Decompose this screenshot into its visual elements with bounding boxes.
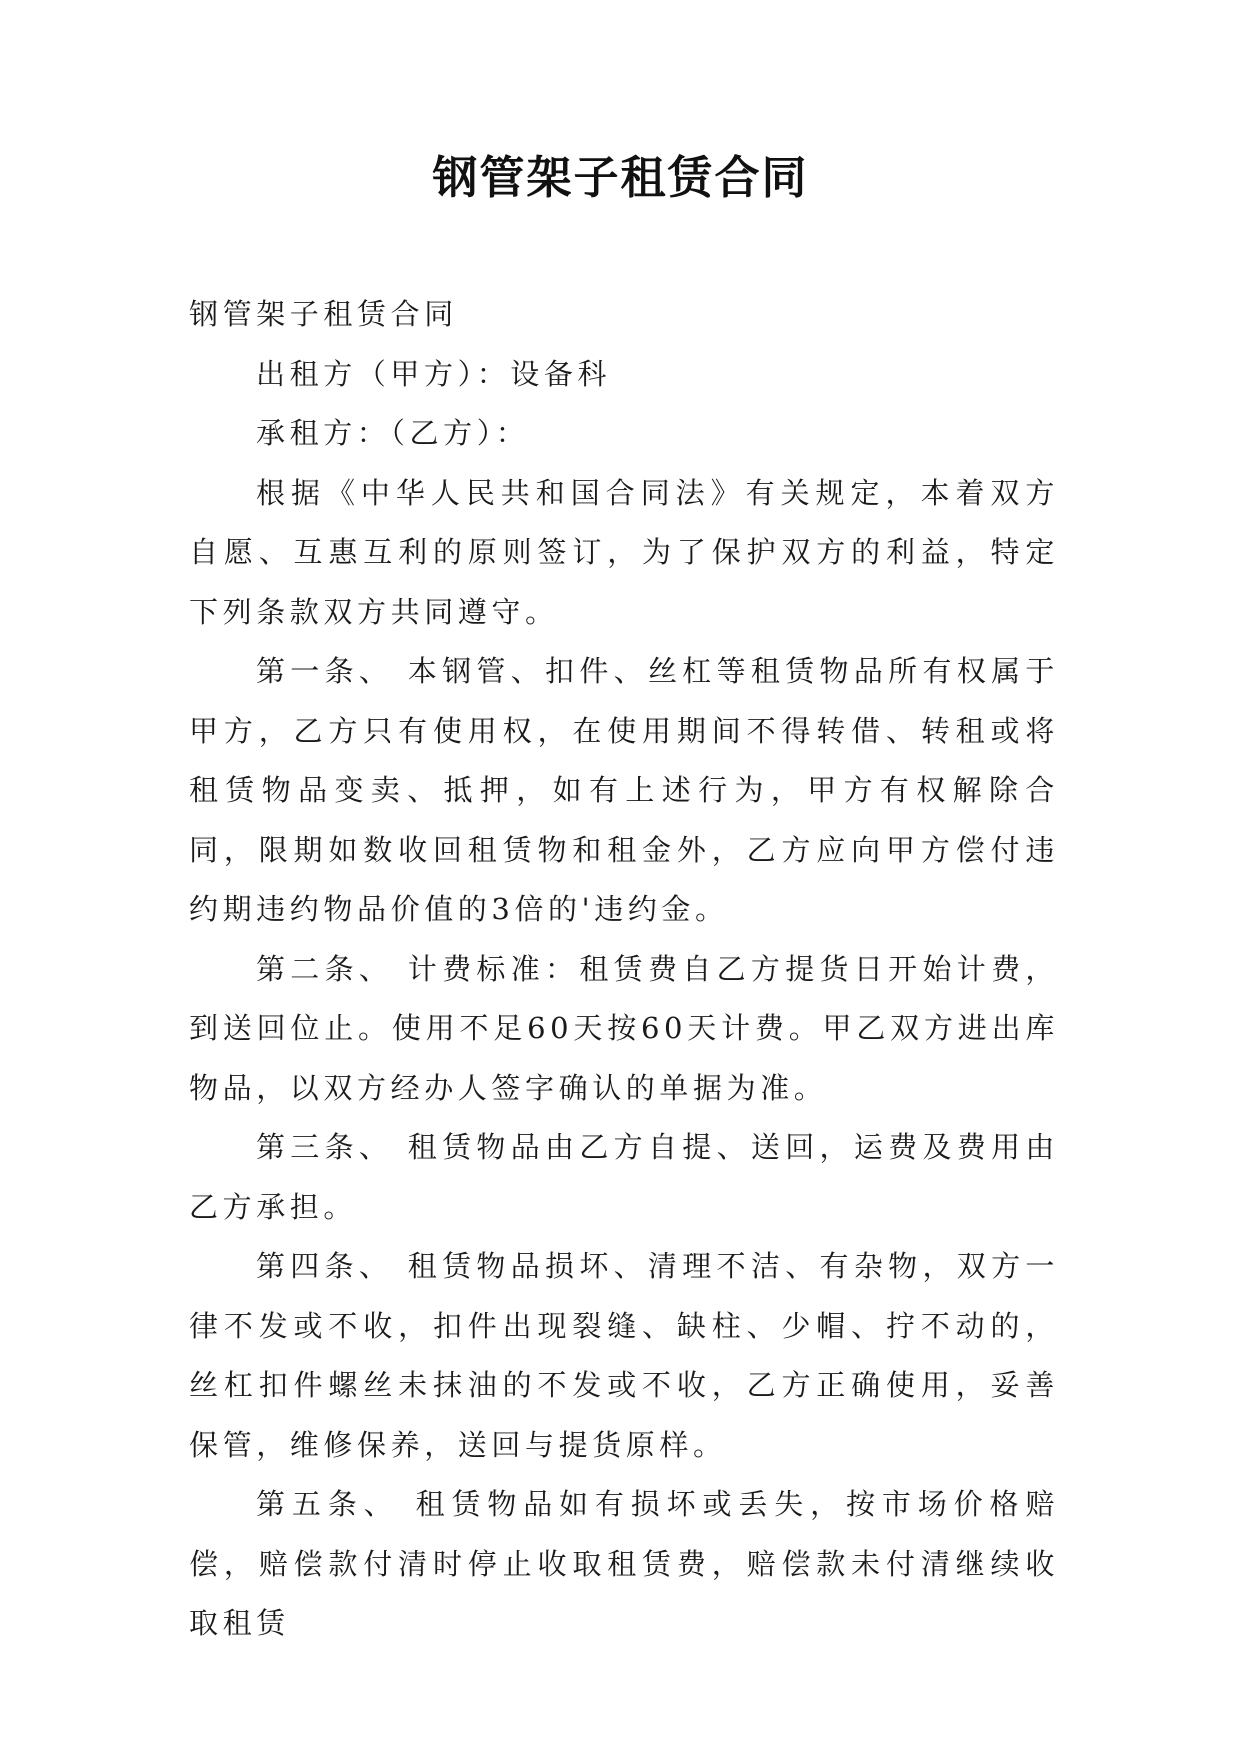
article-1-paragraph: 第一条、 本钢管、扣件、丝杠等租赁物品所有权属于甲方，乙方只有使用权，在使用期间不得转借、转租或将租赁物品变卖、抵押，如有上述行为，甲方有权解除合同，限期如数收回租赁物和租金外，乙方应向甲方偿付违约期违约物品价值的3倍的'违约金。 [189,654,1059,926]
article-3-paragraph: 第三条、 租赁物品由乙方自提、送回，运费及费用由乙方承担。 [189,1130,1059,1224]
lessee-line: 承租方：（乙方）： [256,416,530,450]
lessor-line: 出租方（甲方）：设备科 [256,356,612,391]
article-5-paragraph: 第五条、 租赁物品如有损坏或丢失，按市场价格赔偿，赔偿款付清时停止收取租赁费，赔偿款未付清继续收取租赁 [189,1487,1059,1640]
document-title: 钢管架子租赁合同 [432,151,809,204]
article-2-paragraph: 第二条、 计费标准：租赁费自乙方提货日开始计费，到送回位止。使用不足60天按60天计费。甲乙双方进出库物品，以双方经办人签字确认的单据为准。 [189,951,1059,1105]
body-heading: 钢管架子租赁合同 [189,297,458,331]
article-4-paragraph: 第四条、 租赁物品损坏、清理不洁、有杂物，双方一律不发或不收，扣件出现裂缝、缺柱、少帽、拧不动的，丝杠扣件螺丝未抹油的不发或不收，乙方正确使用，妥善保管，维修保养，送回与提货原样。 [189,1249,1059,1462]
preamble-paragraph: 根据《中华人民共和国合同法》有关规定，本着双方自愿、互惠互利的原则签订，为了保护双方的利益，特定下列条款双方共同遵守。 [189,475,1059,629]
document-body [189,285,1059,1654]
